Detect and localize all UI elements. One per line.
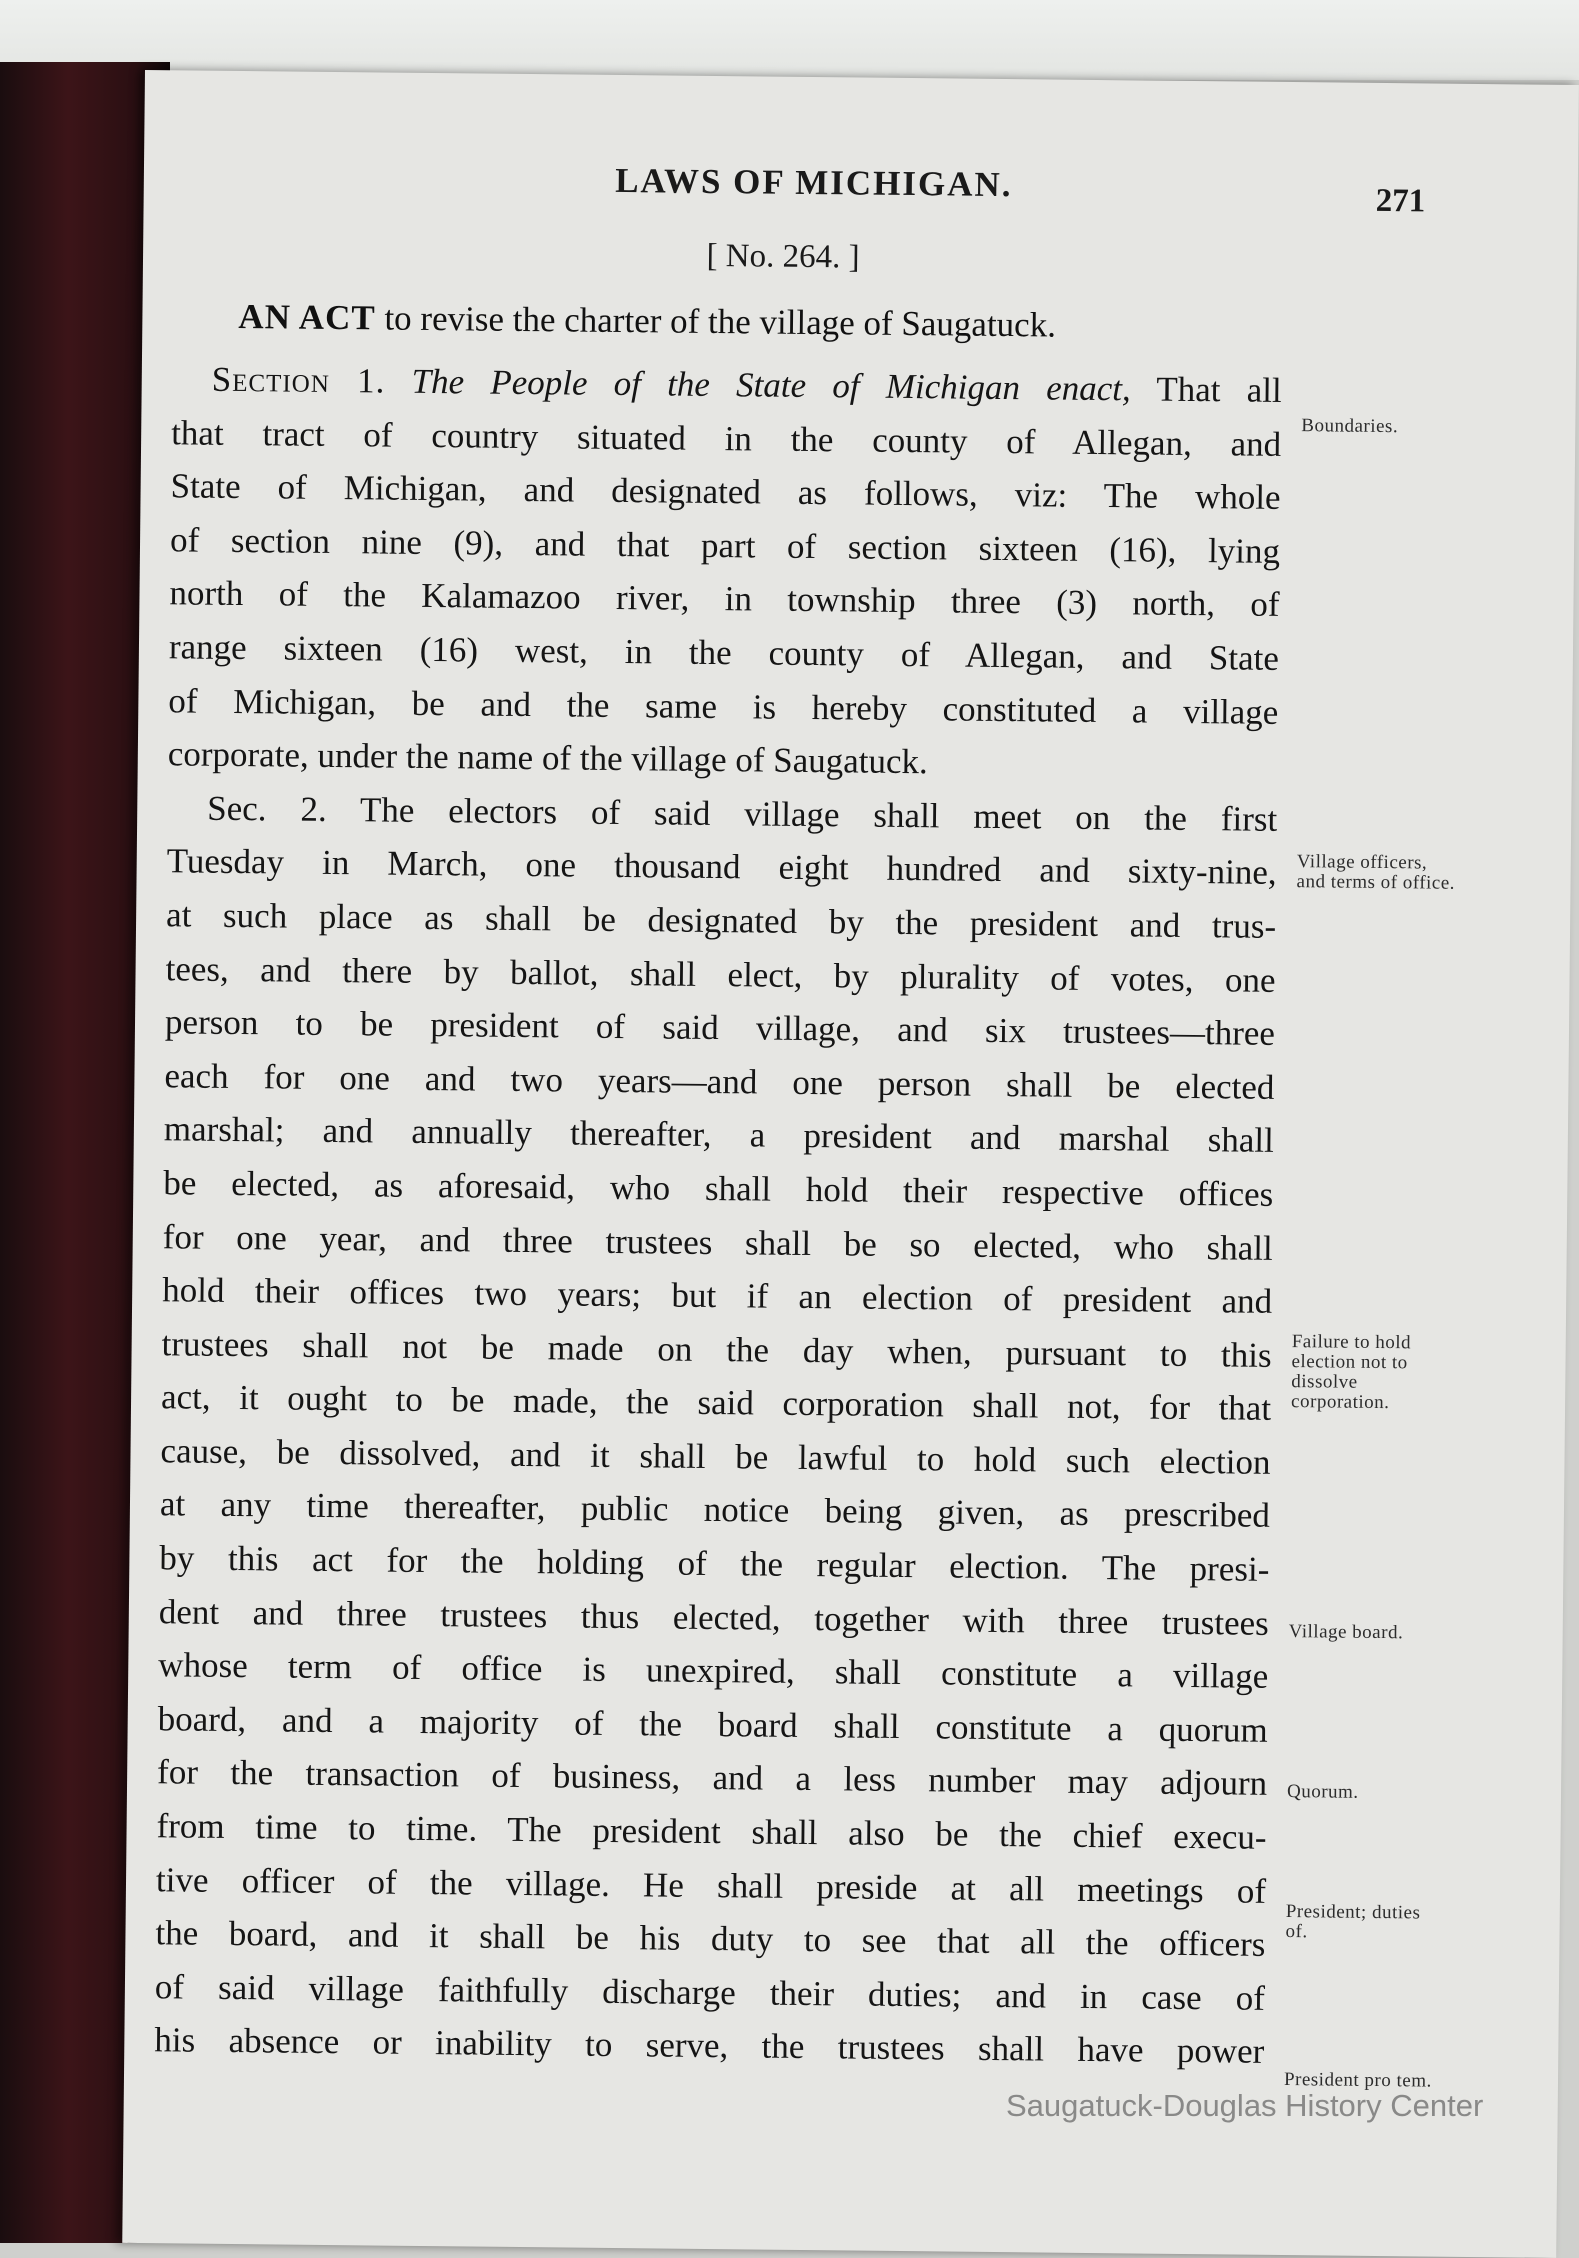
section2-line: at any time thereafter, public notice being given, as prescribed (159, 1484, 1271, 1536)
running-title: LAWS OF MICHIGAN. (614, 160, 1013, 205)
section2-line: tees, and there by ballot, shall elect, by plurality of votes, one (165, 948, 1276, 1000)
section2-line: dent and three trustees thus elected, together with three trustees (158, 1591, 1270, 1643)
margin-note-president-pro-tem: President pro tem. (1283, 2069, 1432, 2092)
act-title-text: to revise the charter of the village of Saugatuck. (384, 298, 1057, 345)
section2-line: marshal; and annually thereafter, a president and marshal shall (163, 1109, 1275, 1161)
section2-line: his absence or inability to serve, the trustees shall have power (154, 2020, 1265, 2072)
section2-line: trustees shall not be made on the day when, pursuant to this (161, 1323, 1272, 1375)
margin-note-president-duties: President; duties of. (1285, 1901, 1421, 1943)
section1-line: Section 1. The People of the State of Michigan enact, That all (211, 359, 1282, 410)
section2-line: each for one and two years—and one person shall be elected (164, 1055, 1275, 1107)
section2-line: hold their offices two years; but if an election of president and (162, 1270, 1273, 1321)
section1-label: Section 1. (211, 359, 386, 401)
section2-line: for one year, and three trustees shall be so elected, who shall (162, 1216, 1273, 1268)
margin-note-boundaries: Boundaries. (1301, 415, 1399, 438)
section2-line: board, and a majority of the board shall constitute a quorum (157, 1699, 1268, 1750)
section2-line: for the transaction of business, and a less number may adjourn (156, 1752, 1268, 1804)
section2-line: by this act for the holding of the regular election. The presi- (159, 1538, 1270, 1589)
act-number: [ No. 264. ] (706, 237, 860, 276)
section2-label: Sec. 2. (207, 788, 327, 829)
book-page (122, 70, 1579, 2258)
section2-line: of said village faithfully discharge their duties; and in case of (154, 1967, 1266, 2018)
section2-line: the board, and it shall be his duty to see that all the officers (155, 1913, 1266, 1965)
section1-line: of Michigan, be and the same is hereby constituted a village (168, 680, 1279, 732)
section2-line: tive officer of the village. He shall preside at all meetings of (155, 1859, 1267, 1911)
margin-note-quorum: Quorum. (1286, 1781, 1359, 1803)
section1-line: corporate, under the name of the village of Saugatuck. (167, 734, 929, 782)
page-number: 271 (1375, 182, 1426, 220)
section2-line: whose term of office is unexpired, shall constitute a village (158, 1645, 1269, 1697)
margin-note-village-officers: Village officers, and terms of office. (1296, 851, 1456, 894)
section2-line: person to be president of said village, and six trustees—three (164, 1002, 1276, 1054)
watermark: Saugatuck-Douglas History Center (1006, 2088, 1484, 2123)
act-title-prefix: AN ACT (238, 296, 376, 338)
section2-line: cause, be dissolved, and it shall be lawful to hold such election (160, 1431, 1271, 1482)
section1-line: of section nine (9), and that part of section sixteen (16), lying (169, 520, 1281, 571)
section2-line: Tuesday in March, one thousand eight hundred and sixty-nine, (166, 841, 1277, 893)
section1-line: range sixteen (16) west, in the county of Allegan, and State (168, 627, 1280, 678)
margin-note-village-board: Village board. (1288, 1621, 1404, 1644)
enacting-clause: The People of the State of Michigan enact, (411, 361, 1131, 409)
section1-line: State of Michigan, and designated as follows, viz: The whole (170, 466, 1281, 518)
section2-line: at such place as shall be designated by the president and trus- (165, 895, 1277, 946)
section2-line: be elected, as aforesaid, who shall hold their respective offices (163, 1163, 1274, 1214)
margin-note-failure-to-hold: Failure to hold election not to dissolve corporation. (1291, 1331, 1412, 1414)
section2-line: act, it ought to be made, the said corporation shall not, for that (160, 1377, 1272, 1429)
section1-line: north of the Kalamazoo river, in township three (3) north, of (169, 573, 1280, 625)
section1-line: that tract of country situated in the county of Allegan, and (171, 412, 1282, 464)
act-body (154, 352, 1282, 2079)
section2-line: Sec. 2. The electors of said village shall meet on the first (207, 788, 1278, 839)
act-title (238, 297, 1298, 348)
background-top-strip (0, 0, 1579, 80)
section2-line: from time to time. The president shall also be the chief execu- (156, 1806, 1267, 1857)
